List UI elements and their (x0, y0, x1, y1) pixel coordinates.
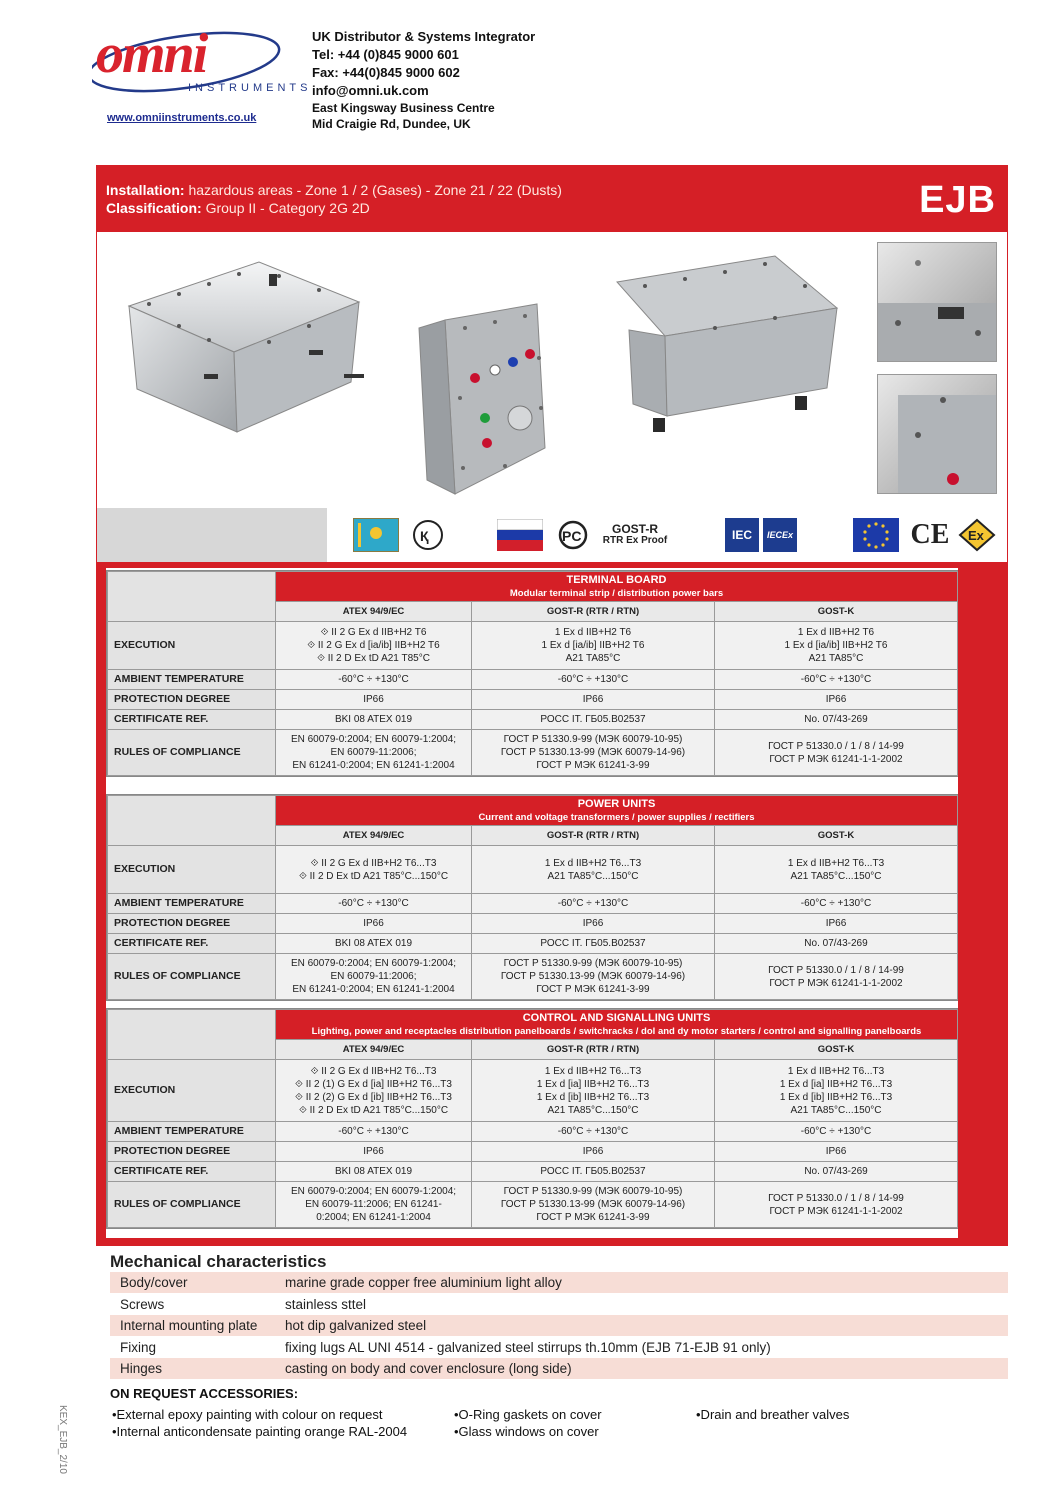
column-header: ATEX 94/9/EC (276, 1040, 472, 1060)
spec-cell: ⟐ II 2 G Ex d IIB+H2 T6...T3 ⟐ II 2 (1) G Ex d [ia] IIB+H2 T6...T3 ⟐ II 2 (2) G Ex d [ib] IIB+H2 T6...T3 ⟐ II 2 D Ex tD A21 T85°C...150°C (276, 1060, 472, 1122)
mechanical-value: fixing lugs AL UNI 4514 - galvanized steel stirrups th.10mm (EJB 71-EJB 91 only) (285, 1339, 771, 1355)
row-label-rules: RULES OF COMPLIANCE (108, 730, 276, 776)
section-title: CONTROL AND SIGNALLING UNITS (522, 1011, 711, 1024)
spec-cell: -60°C ÷ +130°C (715, 894, 958, 914)
accessory-item: •O-Ring gaskets on cover (454, 1407, 602, 1422)
accessories-title: ON REQUEST ACCESSORIES: (110, 1386, 299, 1401)
spec-cell: 1 Ex d IIB+H2 T6...T3 1 Ex d [ia] IIB+H2 T6...T3 1 Ex d [ib] IIB+H2 T6...T3 A21 TA85°C...150°C (472, 1060, 715, 1122)
mechanical-key: Internal mounting plate (120, 1318, 258, 1333)
installation-value: hazardous areas - Zone 1 / 2 (Gases) - Zone 21 / 22 (Dusts) (184, 182, 562, 198)
mechanical-row (110, 1358, 1008, 1380)
mechanical-key: Body/cover (120, 1275, 188, 1290)
spec-cell: РОСС IT. ГБ05.В02537 (472, 1162, 715, 1182)
column-header: GOST-R (RTR / RTN) (472, 826, 715, 846)
iecex-logo-icon: IECEx (763, 518, 797, 552)
iec-logo-icon: IEC (725, 518, 759, 552)
enclosure-medium-image (605, 246, 845, 446)
spec-cell: -60°C ÷ +130°C (276, 670, 472, 690)
spec-cell: IP66 (715, 690, 958, 710)
section-header (276, 1010, 958, 1040)
row-label-protection: PROTECTION DEGREE (108, 1142, 276, 1162)
spec-cell: BKI 08 ATEX 019 (276, 934, 472, 954)
column-header: ATEX 94/9/EC (276, 602, 472, 622)
mechanical-value: marine grade copper free aluminium light alloy (285, 1275, 562, 1290)
logo-subtitle: INSTRUMENTS (188, 82, 312, 94)
contact-line-address1: East Kingsway Business Centre (312, 101, 495, 115)
spec-cell: IP66 (472, 690, 715, 710)
spec-cell: -60°C ÷ +130°C (276, 894, 472, 914)
website-link[interactable]: www.omniinstruments.co.uk (107, 112, 257, 124)
mechanical-row (110, 1337, 1008, 1359)
column-header: GOST-K (715, 602, 958, 622)
accessory-item: •Internal anticondensate painting orange RAL-2004 (112, 1424, 408, 1439)
contact-line-tel: Tel: +44 (0)845 9000 601 (312, 47, 459, 62)
column-header: GOST-K (715, 1040, 958, 1060)
contact-line-email[interactable]: info@omni.uk.com (312, 83, 429, 98)
installation-label: Installation: (106, 182, 185, 198)
spec-cell: ⟐ II 2 G Ex d IIB+H2 T6 ⟐ II 2 G Ex d [ia/ib] IIB+H2 T6 ⟐ II 2 D Ex tD A21 T85°C (276, 622, 472, 670)
spec-cell: 1 Ex d IIB+H2 T6 1 Ex d [ia/ib] IIB+H2 T6 A21 TA85°C (715, 622, 958, 670)
classification-label: Classification: (106, 200, 202, 216)
spec-cell: EN 60079-0:2004; EN 60079-1:2004; EN 60079-11:2006; EN 61241- 0:2004; EN 61241-1:2004 (276, 1182, 472, 1228)
column-header: GOST-R (RTR / RTN) (472, 1040, 715, 1060)
classification-value: Group II - Category 2G 2D (201, 200, 370, 216)
eu-flag-icon (853, 518, 899, 552)
spec-cell: ГОСТ Р 51330.9-99 (МЭК 60079-10-95) ГОСТ Р 51330.13-99 (МЭК 60079-14-96) ГОСТ Р МЭК 61241-3-99 (472, 730, 715, 776)
section-subtitle: Modular terminal strip / distribution power bars (509, 587, 724, 599)
spec-cell: ГОСТ Р 51330.9-99 (МЭК 60079-10-95) ГОСТ Р 51330.13-99 (МЭК 60079-14-96) ГОСТ Р МЭК 61241-3-99 (472, 954, 715, 1000)
mechanical-row (110, 1294, 1008, 1316)
spec-cell: EN 60079-0:2004; EN 60079-1:2004; EN 60079-11:2006; EN 61241-0:2004; EN 61241-1:2004 (276, 954, 472, 1000)
spec-cell: BKI 08 ATEX 019 (276, 710, 472, 730)
spec-cell: 1 Ex d IIB+H2 T6 1 Ex d [ia/ib] IIB+H2 T6 A21 TA85°C (472, 622, 715, 670)
spec-tables (106, 568, 958, 1238)
blank-cell (108, 1010, 276, 1060)
section-title: POWER UNITS (577, 797, 656, 810)
ex-mark-icon (957, 518, 997, 552)
svg-text:PC: PC (562, 528, 582, 544)
mechanical-key: Screws (120, 1296, 165, 1312)
row-label-execution: EXECUTION (108, 622, 276, 670)
spec-cell: ГОСТ Р 51330.0 / 1 / 8 / 14-99 ГОСТ Р МЭК 61241-1-1-2002 (715, 954, 958, 1000)
row-label-certificate: CERTIFICATE REF. (108, 1162, 276, 1182)
spec-cell: -60°C ÷ +130°C (715, 670, 958, 690)
logo-word: omni (96, 23, 207, 85)
mechanical-key: Fixing (120, 1339, 157, 1355)
spec-cell: -60°C ÷ +130°C (472, 1122, 715, 1142)
enclosure-large-image (119, 254, 369, 454)
mechanical-row (110, 1315, 1008, 1337)
pct-mark-icon (555, 518, 591, 552)
spec-cell: РОСС IT. ГБ05.В02537 (472, 710, 715, 730)
spec-cell: 1 Ex d IIB+H2 T6...T3 1 Ex d [ia] IIB+H2 T6...T3 1 Ex d [ib] IIB+H2 T6...T3 A21 TA85°C...150°C (715, 1060, 958, 1122)
section-subtitle: Lighting, power and receptacles distribution panelboards / switchracks / dol and dy motor starters / control and signalling panelboards (311, 1025, 922, 1037)
rtr-ex-proof-text: RTR Ex Proof (602, 535, 668, 546)
contact-block (312, 28, 535, 132)
spec-cell: 1 Ex d IIB+H2 T6...T3 A21 TA85°C...150°C (715, 846, 958, 894)
row-label-ambient: AMBIENT TEMPERATURE (108, 1122, 276, 1142)
contact-line-role: UK Distributor & Systems Integrator (312, 29, 536, 44)
spec-section-table (106, 570, 958, 777)
row-label-execution: EXECUTION (108, 1060, 276, 1122)
row-label-execution: EXECUTION (108, 846, 276, 894)
spec-cell: BKI 08 ATEX 019 (276, 1162, 472, 1182)
spec-cell: IP66 (276, 914, 472, 934)
product-gallery (96, 232, 1008, 562)
certification-logos (327, 508, 1007, 562)
column-header: GOST-K (715, 826, 958, 846)
column-header: ATEX 94/9/EC (276, 826, 472, 846)
column-header: GOST-R (RTR / RTN) (472, 602, 715, 622)
header (0, 0, 1058, 150)
spec-cell: IP66 (472, 1142, 715, 1162)
spec-cell: РОСС IT. ГБ05.В02537 (472, 934, 715, 954)
spec-cell: IP66 (715, 1142, 958, 1162)
classification-line (106, 199, 370, 217)
kazakhstan-flag-icon (353, 518, 399, 552)
spec-cell: -60°C ÷ +130°C (715, 1122, 958, 1142)
spec-cell: ГОСТ Р 51330.9-99 (МЭК 60079-10-95) ГОСТ Р 51330.13-99 (МЭК 60079-14-96) ГОСТ Р МЭК 61241-3-99 (472, 1182, 715, 1228)
spec-cell: -60°C ÷ +130°C (472, 894, 715, 914)
blank-cell (108, 572, 276, 622)
spec-section-table (106, 1008, 958, 1229)
row-label-certificate: CERTIFICATE REF. (108, 710, 276, 730)
russia-flag-icon (497, 518, 543, 552)
mechanical-table (110, 1272, 1008, 1380)
spec-cell: -60°C ÷ +130°C (472, 670, 715, 690)
gost-r-label (595, 518, 675, 552)
spec-cell: No. 07/43-269 (715, 934, 958, 954)
ce-mark-icon: CE (910, 519, 950, 550)
spec-cell: ГОСТ Р 51330.0 / 1 / 8 / 14-99 ГОСТ Р МЭК 61241-1-1-2002 (715, 730, 958, 776)
spec-cell: 1 Ex d IIB+H2 T6...T3 A21 TA85°C...150°C (472, 846, 715, 894)
accessory-item: •Drain and breather valves (696, 1407, 850, 1422)
mechanical-key: Hinges (120, 1361, 163, 1376)
spec-cell: IP66 (472, 914, 715, 934)
accessory-item: •External epoxy painting with colour on request (112, 1407, 383, 1422)
document-code: KEX_EJB_2/10 (57, 1405, 68, 1474)
accessory-item: •Glass windows on cover (454, 1424, 599, 1439)
section-header (276, 796, 958, 826)
spec-cell: No. 07/43-269 (715, 1162, 958, 1182)
spec-cell: No. 07/43-269 (715, 710, 958, 730)
mechanical-value: stainless sttel (285, 1296, 367, 1312)
blank-cell (108, 796, 276, 846)
gost-k-mark-icon (411, 518, 445, 552)
section-subtitle: Current and voltage transformers / power supplies / rectifiers (478, 811, 755, 823)
mechanical-value: hot dip galvanized steel (285, 1318, 427, 1333)
row-label-rules: RULES OF COMPLIANCE (108, 1182, 276, 1228)
row-label-protection: PROTECTION DEGREE (108, 690, 276, 710)
model-code: EJB (919, 179, 996, 221)
row-label-certificate: CERTIFICATE REF. (108, 934, 276, 954)
spec-cell: IP66 (715, 914, 958, 934)
mechanical-title: Mechanical characteristics (110, 1252, 327, 1271)
row-label-rules: RULES OF COMPLIANCE (108, 954, 276, 1000)
spec-cell: ГОСТ Р 51330.0 / 1 / 8 / 14-99 ГОСТ Р МЭК 61241-1-1-2002 (715, 1182, 958, 1228)
corner-detail-image (877, 374, 997, 494)
spec-cell: -60°C ÷ +130°C (276, 1122, 472, 1142)
spec-cell: ⟐ II 2 G Ex d IIB+H2 T6...T3 ⟐ II 2 D Ex tD A21 T85°C...150°C (276, 846, 472, 894)
row-label-ambient: AMBIENT TEMPERATURE (108, 894, 276, 914)
spec-tables-panel (96, 562, 1008, 1246)
omni-logo (96, 22, 312, 104)
gost-r-text: GOST-R (611, 522, 658, 536)
row-label-protection: PROTECTION DEGREE (108, 914, 276, 934)
control-box-image (415, 298, 555, 498)
spec-cell: IP66 (276, 690, 472, 710)
section-title: TERMINAL BOARD (566, 573, 667, 586)
installation-line (106, 181, 562, 199)
ex-mark-text: Ex (968, 528, 984, 543)
certification-bar (97, 508, 1007, 562)
hinge-detail-image (877, 242, 997, 362)
mechanical-value: casting on body and cover enclosure (long side) (285, 1361, 572, 1376)
mechanical-row (110, 1272, 1008, 1294)
contact-line-fax: Fax: +44(0)845 9000 602 (312, 65, 460, 80)
row-label-ambient: AMBIENT TEMPERATURE (108, 670, 276, 690)
spec-cell: IP66 (276, 1142, 472, 1162)
spec-section-table (106, 794, 958, 1001)
svg-text:Қ: Қ (420, 528, 429, 544)
title-banner (96, 165, 1008, 232)
section-header (276, 572, 958, 602)
contact-line-address2: Mid Craigie Rd, Dundee, UK (312, 117, 471, 131)
spec-cell: EN 60079-0:2004; EN 60079-1:2004; EN 60079-11:2006; EN 61241-0:2004; EN 61241-1:2004 (276, 730, 472, 776)
